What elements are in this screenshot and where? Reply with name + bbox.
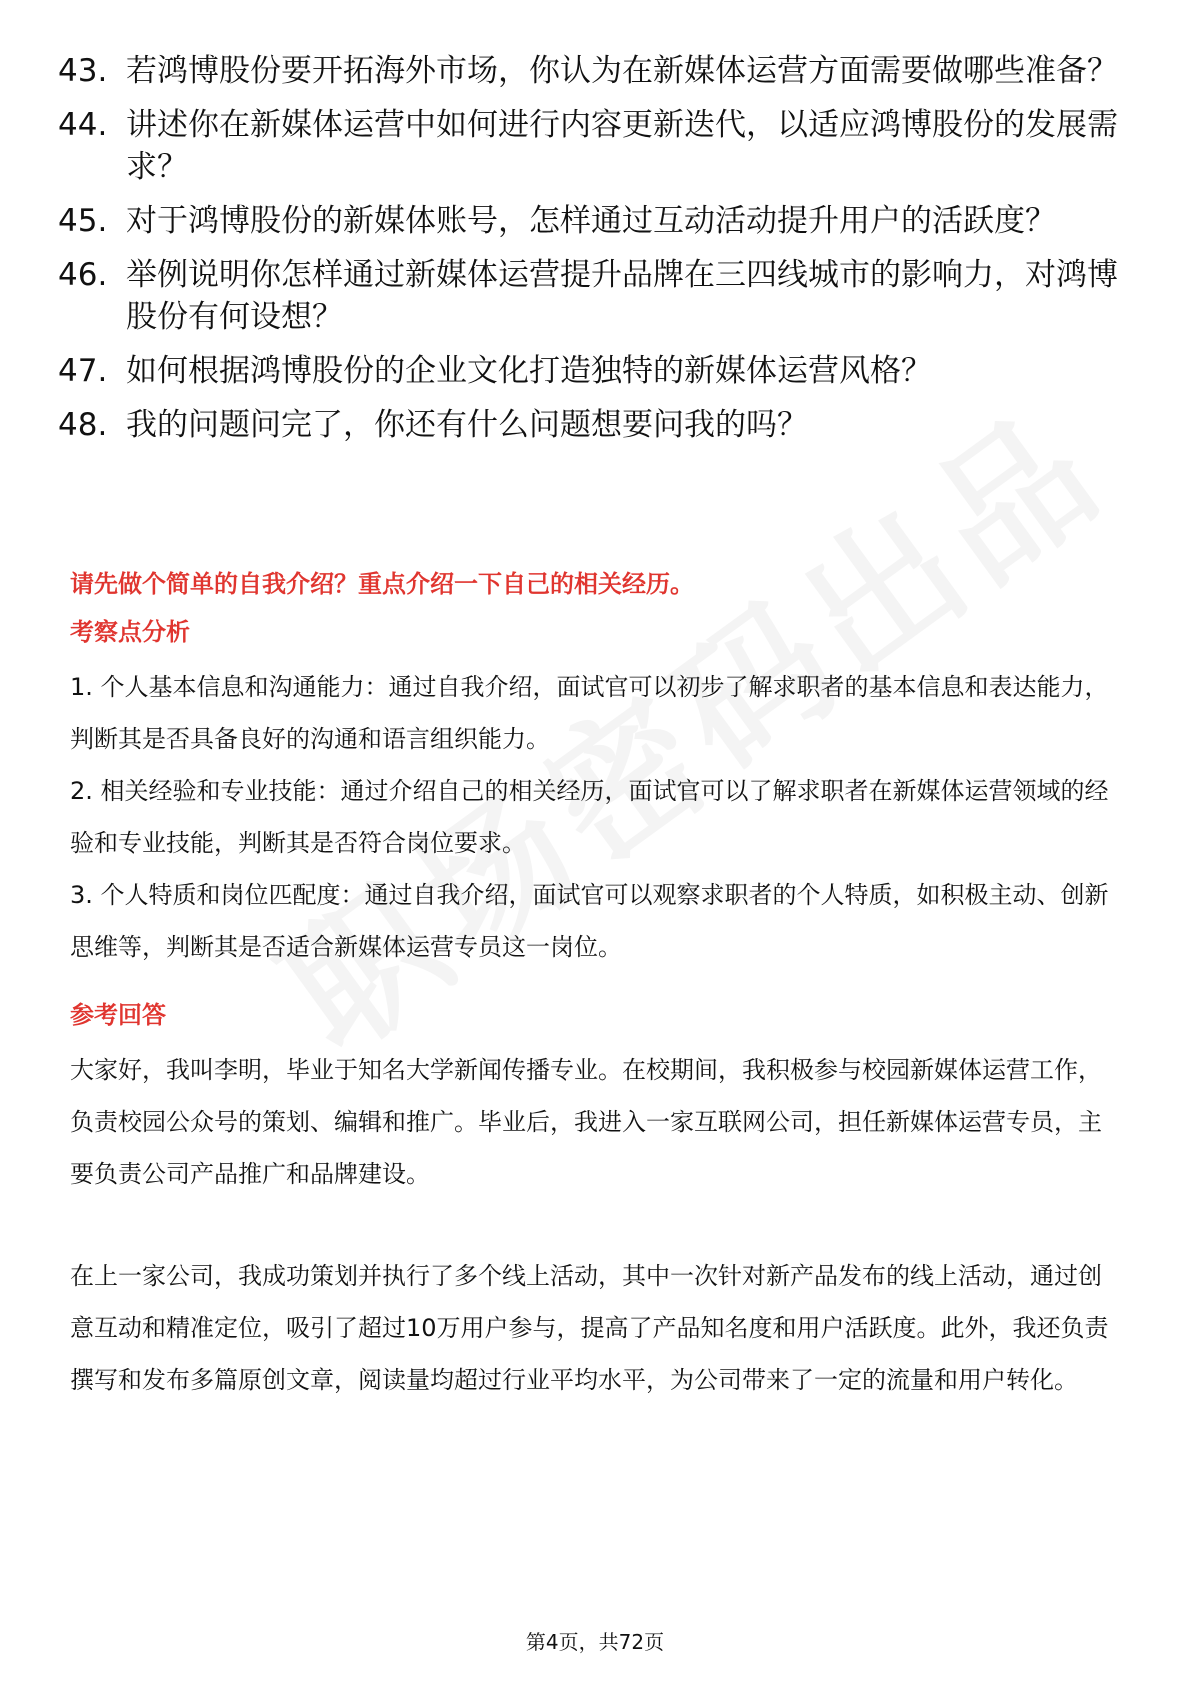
question-number: 45.	[58, 203, 108, 239]
analysis-title: 考察点分析	[70, 618, 190, 646]
question-item-46	[58, 254, 1118, 338]
reference-paragraph: 在上一家公司，我成功策划并执行了多个线上活动，其中一次针对新产品发布的线上活动，通过创意互动和精准定位，吸引了超过10万用户参与，提高了产品知名度和用户活跃度。此外，我还负责撰写和发布多篇原创文章，阅读量均超过行业平均水平，为公司带来了一定的流量和用户转化。	[70, 1262, 1109, 1394]
question-number: 46.	[58, 257, 108, 293]
question-text: 我的问题问完了，你还有什么问题想要问我的吗？	[126, 407, 808, 443]
question-list	[58, 50, 1118, 458]
reference-section	[70, 998, 1120, 1406]
question-item-45	[58, 200, 1118, 242]
question-number: 47.	[58, 353, 108, 389]
question-number: 44.	[58, 107, 108, 143]
question-item-43	[58, 50, 1118, 92]
featured-question: 请先做个简单的自我介绍？重点介绍一下自己的相关经历。	[70, 570, 694, 598]
analysis-section	[70, 615, 1120, 973]
question-text: 如何根据鸿博股份的企业文化打造独特的新媒体运营风格？	[126, 353, 932, 389]
question-item-48	[58, 404, 1118, 446]
analysis-point: 1. 个人基本信息和沟通能力：通过自我介绍，面试官可以初步了解求职者的基本信息和表达能力，判断其是否具备良好的沟通和语言组织能力。	[70, 673, 1109, 753]
featured-question-section	[70, 567, 1120, 601]
question-item-44	[58, 104, 1118, 188]
page-footer: 第4页，共72页	[525, 1630, 665, 1654]
analysis-point: 2. 相关经验和专业技能：通过介绍自己的相关经历，面试官可以了解求职者在新媒体运营领域的经验和专业技能，判断其是否符合岗位要求。	[70, 777, 1109, 857]
analysis-point: 3. 个人特质和岗位匹配度：通过自我介绍，面试官可以观察求职者的个人特质，如积极主动、创新思维等，判断其是否适合新媒体运营专员这一岗位。	[70, 881, 1109, 961]
question-text: 讲述你在新媒体运营中如何进行内容更新迭代，以适应鸿博股份的发展需求？	[126, 107, 1118, 185]
question-item-47	[58, 350, 1118, 392]
question-text: 若鸿博股份要开拓海外市场，你认为在新媒体运营方面需要做哪些准备？	[126, 53, 1118, 89]
question-number: 48.	[58, 407, 108, 443]
reference-title: 参考回答	[70, 1001, 166, 1029]
question-number: 43.	[58, 53, 108, 89]
question-text: 举例说明你怎样通过新媒体运营提升品牌在三四线城市的影响力，对鸿博股份有何设想？	[126, 257, 1118, 335]
reference-paragraph: 大家好，我叫李明，毕业于知名大学新闻传播专业。在校期间，我积极参与校园新媒体运营工作，负责校园公众号的策划、编辑和推广。毕业后，我进入一家互联网公司，担任新媒体运营专员，主要负责公司产品推广和品牌建设。	[70, 1056, 1102, 1188]
question-text: 对于鸿博股份的新媒体账号，怎样通过互动活动提升用户的活跃度？	[126, 203, 1056, 239]
